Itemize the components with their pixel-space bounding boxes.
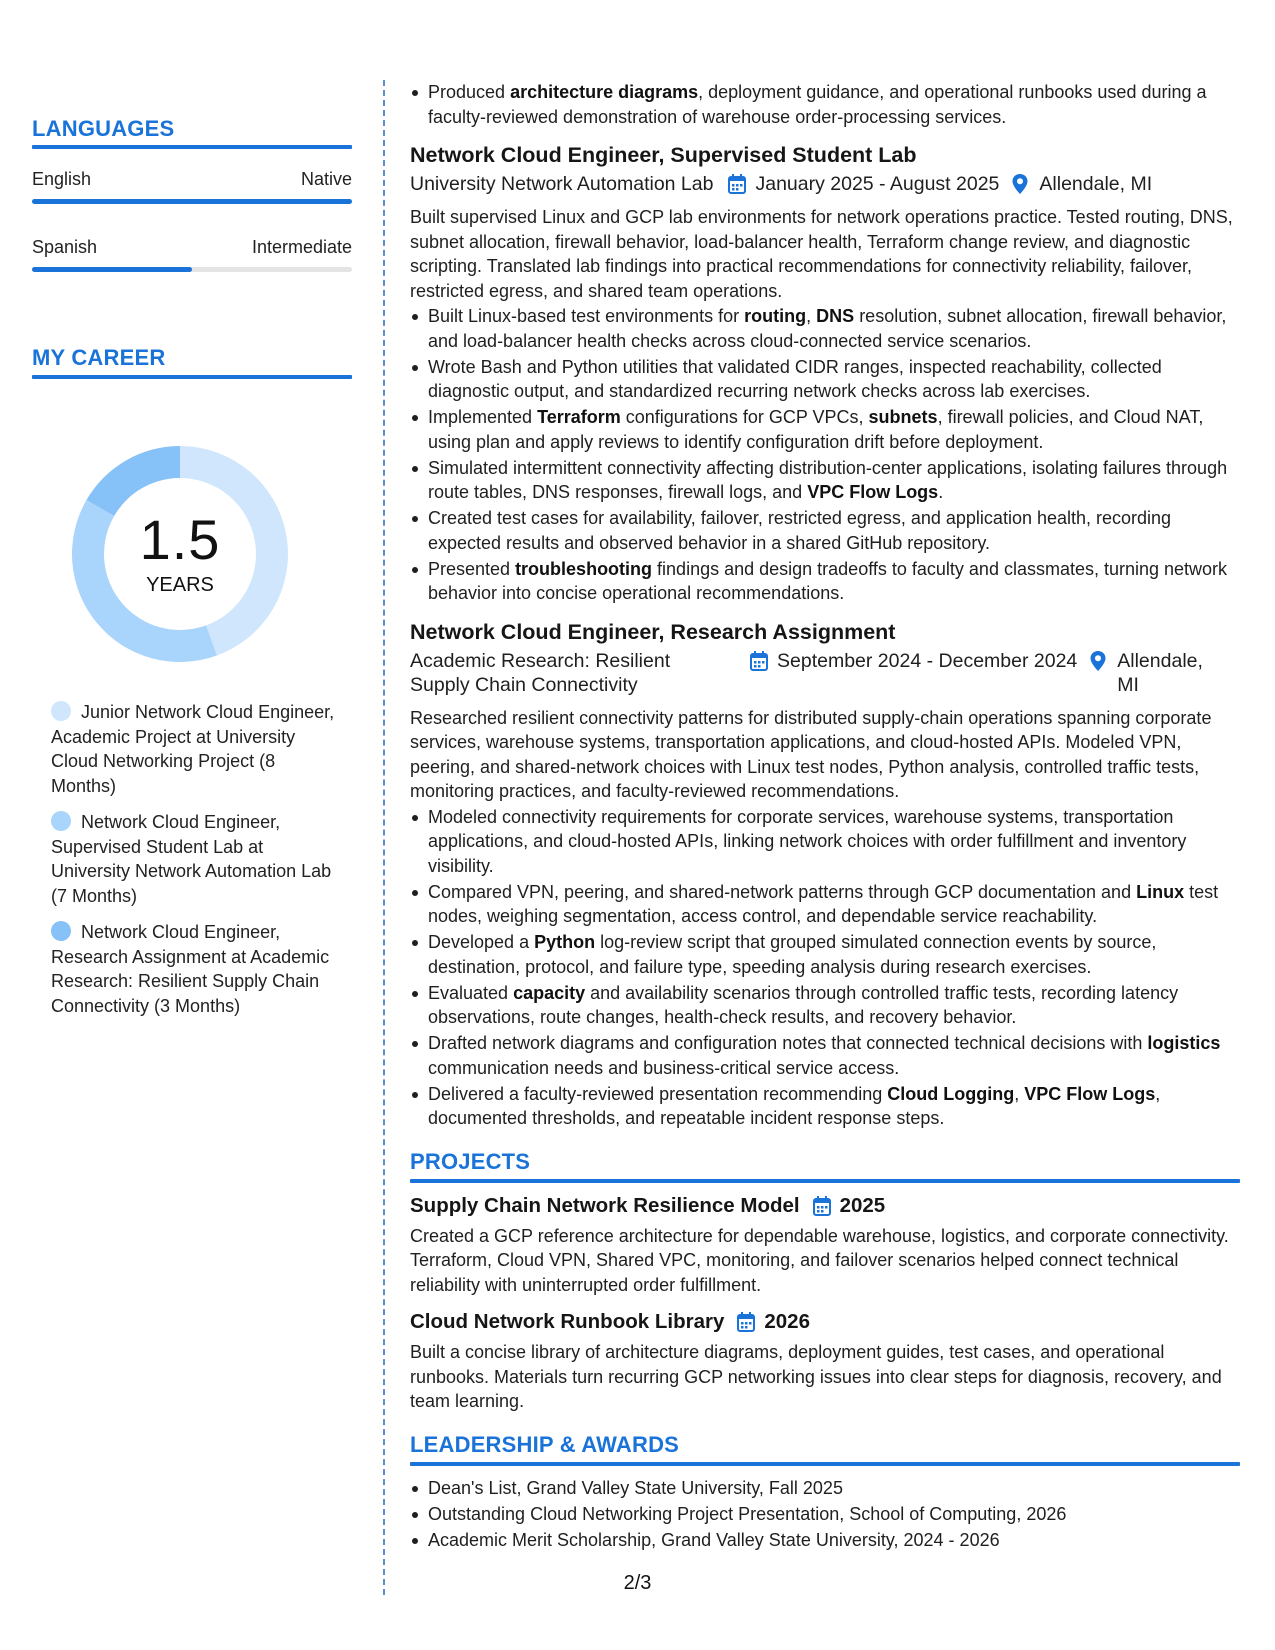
project-year: 2026 (764, 1310, 810, 1333)
language-row (32, 169, 352, 190)
bullet-item: Modeled connectivity requirements for corporate services, warehouse systems, transportation applications, and cloud-hosted APIs, linking network choices with order fulfillment and inventory visibility. (410, 805, 1240, 879)
job-meta (410, 649, 1240, 697)
career-total (66, 440, 294, 668)
career-total-unit: YEARS (146, 573, 214, 596)
calendar-icon (812, 1195, 832, 1217)
career-legend-label: Network Cloud Engineer, Supervised Student Lab at University Network Automation Lab (7 Months) (51, 812, 332, 906)
projects-rule (410, 1179, 1240, 1183)
project-description: Created a GCP reference architecture for dependable warehouse, logistics, and corporate connectivity. Terraform, Cloud VPN, Shared VPC, monitoring, and failover scenarios helped connect technical reliability with uninterrupted order fulfillment. (410, 1225, 1229, 1295)
award-item: Outstanding Cloud Networking Project Presentation, School of Computing, 2026 (410, 1502, 1240, 1527)
calendar-icon (727, 173, 747, 195)
calendar-icon (736, 1311, 756, 1333)
career-total-value: 1.5 (139, 507, 221, 571)
award-item: Dean's List, Grand Valley State University, Fall 2025 (410, 1476, 1240, 1501)
project-description: Built a concise library of architecture diagrams, deployment guides, test cases, and operational runbooks. Materials turn recurring GCP networking issues into clear steps for diagnosis, recovery, and team learning. (410, 1342, 1222, 1411)
bullet-item: Drafted network diagrams and configuration notes that connected technical decisions with logistics communication needs and business-critical service access. (410, 1031, 1240, 1080)
project-title: Cloud Network Runbook Library (410, 1310, 725, 1333)
bullet-item: Produced architecture diagrams, deployment guidance, and operational runbooks used during a faculty-reviewed demonstration of warehouse order-processing services. (410, 80, 1240, 129)
projects-heading: PROJECTS (410, 1148, 531, 1174)
bullet-item: Presented troubleshooting findings and design tradeoffs to faculty and classmates, turning network behavior into concise operational recommendations. (410, 557, 1240, 606)
career-legend-item (51, 810, 341, 908)
language-level: Native (300, 169, 352, 189)
bullet-item: Developed a Python log-review script that grouped simulated connection events by source, destination, protocol, and failure type, speeding analysis during research exercises. (410, 930, 1240, 979)
career-legend (51, 700, 341, 1030)
job-dates: January 2025 - August 2025 (755, 173, 1000, 195)
job-company: University Network Automation Lab (410, 173, 714, 195)
legend-dot (51, 701, 71, 721)
language-level: Intermediate (251, 237, 352, 257)
career-legend-item (51, 700, 341, 798)
career-legend-label: Junior Network Cloud Engineer, Academic Project at University Cloud Networking Project (8 Months) (51, 702, 335, 796)
project-title-row (410, 1309, 1240, 1335)
language-name: English (32, 169, 92, 189)
job-location: Allendale, MI (1039, 173, 1153, 195)
language-proficiency-bar (32, 199, 352, 204)
column-divider (383, 80, 385, 1595)
project-title: Supply Chain Network Resilience Model (410, 1193, 800, 1217)
bullet-item: Wrote Bash and Python utilities that validated CIDR ranges, inspected reachability, collected diagnostic output, and standardized recurring network checks across lab exercises. (410, 355, 1240, 404)
page-number: 2/3 (623, 1572, 652, 1594)
job-title: Network Cloud Engineer, Research Assignment (410, 619, 896, 644)
job-location: Allendale, MI (1117, 649, 1203, 696)
bullet-item: Built Linux-based test environments for routing, DNS resolution, subnet allocation, firewall behavior, and load-balancer health checks across cloud-connected service scenarios. (410, 304, 1240, 353)
awards-rule (410, 1462, 1240, 1466)
bullet-item: Created test cases for availability, failover, restricted egress, and application health, recording expected results and observed behavior in a shared GitHub repository. (410, 506, 1240, 555)
map-pin-icon (1089, 650, 1109, 672)
legend-dot (51, 921, 71, 941)
languages-rule (32, 145, 352, 149)
job-company: Academic Research: Resilient Supply Chain Connectivity (410, 649, 671, 696)
job-description: Researched resilient connectivity patterns for distributed supply-chain operations spanning corporate services, warehouse systems, transportation applications, and cloud-hosted APIs. Modeled VPN, peering, and shared-network choices with Linux test nodes, Python analysis, controlled traffic tests, monitoring practices, and faculty-reviewed recommendations. (410, 707, 1212, 801)
carryover-bullets (410, 80, 1240, 129)
award-item: Academic Merit Scholarship, Grand Valley State University, 2024 - 2026 (410, 1528, 1240, 1553)
language-proficiency-bar (32, 267, 352, 272)
job-bullets (410, 805, 1240, 1131)
job-entry (410, 141, 1240, 606)
job-meta (410, 172, 1240, 196)
bullet-item: Simulated intermittent connectivity affecting distribution-center applications, isolating failures through route tables, DNS responses, firewall logs, and VPC Flow Logs. (410, 456, 1240, 505)
bullet-item: Compared VPN, peering, and shared-network patterns through GCP documentation and Linux test nodes, weighing segmentation, access control, and dependable service reachability. (410, 880, 1240, 929)
job-description: Built supervised Linux and GCP lab environments for network operations practice. Tested routing, DNS, subnet allocation, firewall behavior, load-balancer health, Terraform change review, and diagnostic scripting. Translated lab findings into practical recommendations for connectivity reliability, failover, restricted egress, and shared team operations. (410, 207, 1233, 301)
job-entry (410, 618, 1240, 1131)
project-entry (410, 1193, 1240, 1298)
language-row (32, 237, 352, 258)
career-rule (32, 375, 352, 379)
project-year: 2025 (839, 1193, 886, 1217)
career-donut-chart (66, 440, 294, 668)
job-dates: September 2024 - December 2024 (777, 649, 1078, 672)
legend-dot (51, 811, 71, 831)
languages-heading: LANGUAGES (32, 116, 175, 141)
awards-heading: LEADERSHIP & AWARDS (410, 1431, 680, 1457)
bullet-item: Delivered a faculty-reviewed presentation recommending Cloud Logging, VPC Flow Logs, documented thresholds, and repeatable incident response steps. (410, 1082, 1240, 1131)
project-entry (410, 1309, 1240, 1414)
job-bullets (410, 304, 1240, 606)
awards-list (410, 1476, 1240, 1553)
language-name: Spanish (32, 237, 98, 257)
job-title: Network Cloud Engineer, Supervised Student Lab (410, 143, 917, 167)
project-title-row (410, 1193, 1240, 1219)
career-legend-item (51, 920, 341, 1018)
career-heading: MY CAREER (32, 345, 166, 370)
map-pin-icon (1011, 173, 1031, 195)
career-legend-label: Network Cloud Engineer, Research Assignment at Academic Research: Resilient Supply Chain Connectivity (3 Months) (51, 922, 330, 1016)
bullet-item: Evaluated capacity and availability scenarios through controlled traffic tests, recording latency observations, route changes, health-check results, and recovery behavior. (410, 981, 1240, 1030)
calendar-icon (749, 650, 769, 672)
language-proficiency-fill (32, 199, 352, 204)
language-proficiency-fill (32, 267, 192, 272)
main-content (410, 80, 1240, 1554)
bullet-item: Implemented Terraform configurations for GCP VPCs, subnets, firewall policies, and Cloud NAT, using plan and apply reviews to identify configuration drift before deployment. (410, 405, 1240, 454)
